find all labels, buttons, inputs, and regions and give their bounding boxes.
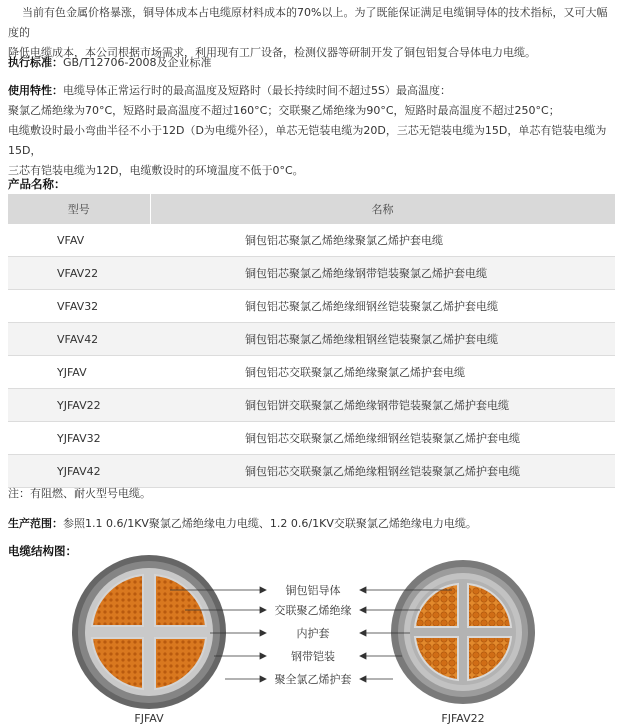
scope-value: 参照1.1 0.6/1KV聚氯乙烯绝缘电力电缆、1.2 0.6/1KV交联聚氯乙烯绝缘电力电缆。 bbox=[63, 517, 477, 530]
table-row bbox=[8, 257, 615, 290]
cable-right-icon bbox=[391, 560, 535, 704]
usage-line-2: 聚氯乙烯绝缘为70°C，短路时最高温度不超过160°C；交联聚乙烯绝缘为90°C，短路时最高温度不超过250°C； bbox=[8, 104, 560, 117]
name-cell: 铜包铝芯交联聚氯乙烯绝缘聚氯乙烯护套电缆 bbox=[150, 356, 615, 389]
table-note: 注：有阻燃、耐火型号电缆。 bbox=[8, 487, 151, 500]
name-cell: 铜包铝芯聚氯乙烯绝缘粗钢丝铠装聚氯乙烯护套电缆 bbox=[150, 323, 615, 356]
intro-line-2: 降低电缆成本，本公司根据市场需求，利用现有工厂设备，检测仪器等研制开发了铜包铝复合导体电力电缆。 bbox=[8, 46, 536, 59]
table-row bbox=[8, 323, 615, 356]
label-outer-sheath: 聚全氯乙烯护套 bbox=[274, 673, 352, 686]
usage-line-4: 三芯有铠装电缆为12D，电缆敷设时的环境温度不低于0°C。 bbox=[8, 164, 304, 177]
usage-label: 使用特性： bbox=[8, 84, 63, 97]
model-cell: YJFAV32 bbox=[8, 422, 150, 455]
model-cell: VFAV32 bbox=[8, 290, 150, 323]
table-row bbox=[8, 389, 615, 422]
label-inner-sheath: 内护套 bbox=[296, 627, 330, 640]
table-row bbox=[8, 422, 615, 455]
label-armor: 钢带铠装 bbox=[291, 650, 335, 663]
scope-label: 生产范围： bbox=[8, 517, 63, 530]
name-cell: 铜包铝芯交联聚氯乙烯绝缘细钢丝铠装聚氯乙烯护套电缆 bbox=[150, 422, 615, 455]
name-cell: 铜包铝芯聚氯乙烯绝缘聚氯乙烯护套电缆 bbox=[150, 224, 615, 257]
standard-value: GB/T12706-2008及企业标准 bbox=[63, 56, 212, 69]
table-row bbox=[8, 455, 615, 488]
caption-right: FJFAV22 bbox=[441, 712, 485, 725]
products-heading: 产品名称： bbox=[8, 177, 66, 191]
usage-line-1: 电缆导体正常运行时的最高温度及短路时（最长持续时间不超过5S）最高温度： bbox=[63, 84, 451, 97]
column-header-name: 名称 bbox=[150, 194, 615, 224]
model-cell: VFAV22 bbox=[8, 257, 150, 290]
standard-row bbox=[8, 54, 211, 70]
table-row bbox=[8, 224, 615, 257]
diagram-heading: 电缆结构图： bbox=[8, 544, 77, 558]
model-cell: YJFAV22 bbox=[8, 389, 150, 422]
model-cell: YJFAV bbox=[8, 356, 150, 389]
cable-left-icon bbox=[72, 555, 226, 709]
standard-label: 执行标准： bbox=[8, 56, 63, 69]
usage-paragraph bbox=[8, 81, 614, 181]
table-row bbox=[8, 356, 615, 389]
model-cell: VFAV bbox=[8, 224, 150, 257]
table-header-row bbox=[8, 194, 615, 224]
intro-line-1: 当前有色金属价格暴涨，铜导体成本占电缆原材料成本的70%以上。为了既能保证满足电缆铜导体的技术指标，又可大幅度的 bbox=[8, 6, 608, 39]
scope-row bbox=[8, 515, 477, 531]
products-table bbox=[8, 194, 616, 488]
name-cell: 铜包铝芯聚氯乙烯绝缘细钢丝铠装聚氯乙烯护套电缆 bbox=[150, 290, 615, 323]
label-conductor: 铜包铝导体 bbox=[285, 584, 341, 597]
name-cell: 铜包铝芯交联聚氯乙烯绝缘粗钢丝铠装聚氯乙烯护套电缆 bbox=[150, 455, 615, 488]
model-cell: VFAV42 bbox=[8, 323, 150, 356]
name-cell: 铜包铝芯聚氯乙烯绝缘钢带铠装聚氯乙烯护套电缆 bbox=[150, 257, 615, 290]
caption-left: FJFAV bbox=[134, 712, 164, 725]
column-header-model: 型号 bbox=[8, 194, 150, 224]
name-cell: 铜包铝饼交联聚氯乙烯绝缘钢带铠装聚氯乙烯护套电缆 bbox=[150, 389, 615, 422]
label-insulation: 交联聚乙烯绝缘 bbox=[274, 604, 352, 617]
table-row bbox=[8, 290, 615, 323]
model-cell: YJFAV42 bbox=[8, 455, 150, 488]
usage-line-3: 电缆敷设时最小弯曲半径不小于12D（D为电缆外径），单芯无铠装电缆为20D，三芯无铠装电缆为15D，单芯有铠装电缆为15D， bbox=[8, 124, 607, 157]
cable-structure-diagram bbox=[0, 555, 620, 725]
